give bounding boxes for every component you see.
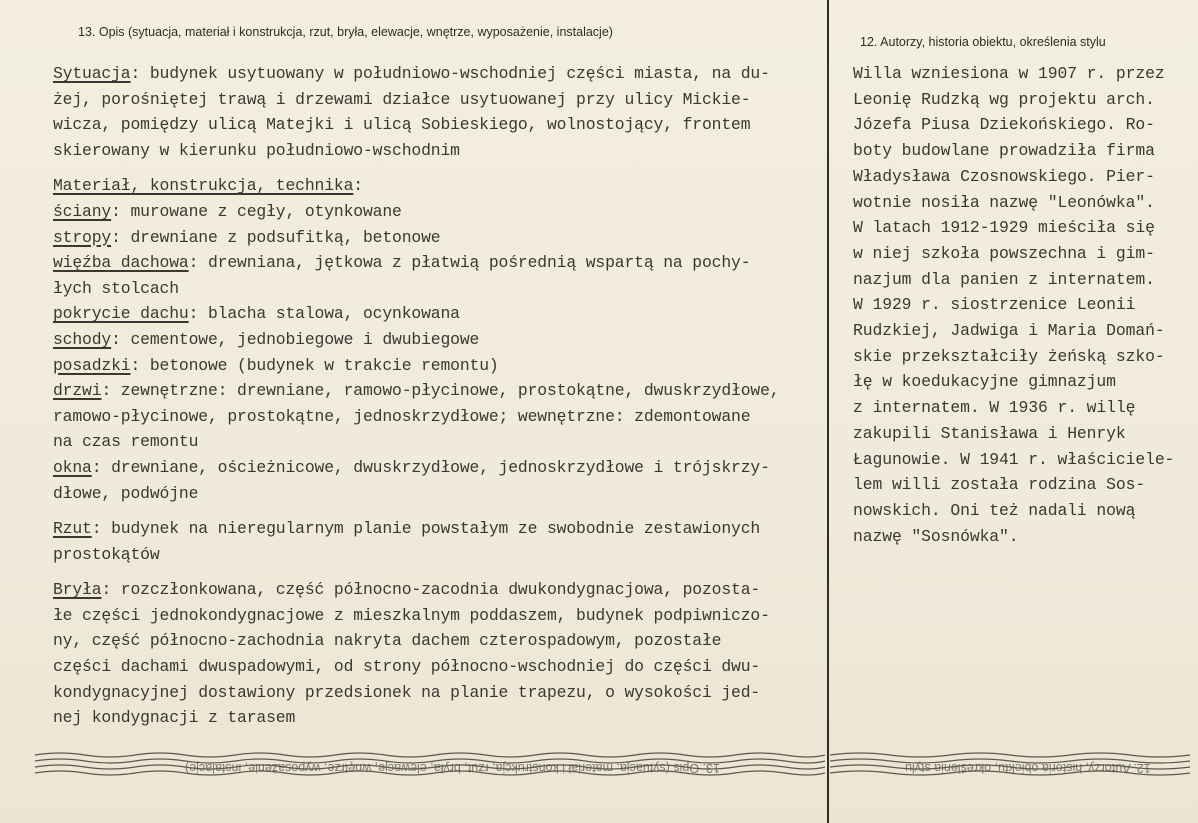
history-line: wotnie nosiła nazwę "Leonówka".	[853, 192, 1155, 212]
history-line: W latach 1912-1929 mieściła się	[853, 218, 1155, 238]
material-label: Materiał, konstrukcja, technika	[53, 176, 354, 196]
history-line: Willa wzniesiona w 1907 r. przez	[853, 64, 1165, 83]
bryla-paragraph: Bryła: rozczłonkowana, część północno-zacodnia dwukondygnacjowa, pozosta- łe części jednokondygnacjowe z mieszkalnym poddaszem, budynek podpiwniczo- ny, część północno-zachodnia nakryta dachem czterospadowym, pozostałe części dachami dwuspadowymi, od strony północno-wschodniej do części dwu- kondygnacyjnej dostawiony przedsionek na planie trapezu, o wysokości jed- nej kondygnacji z tarasem	[53, 580, 770, 728]
history-line: nowskich. Oni też nadali nową	[853, 500, 1136, 520]
history-line: nazjum dla panien z internatem.	[853, 269, 1155, 289]
material-paragraph: Materiał, konstrukcja, technika: ściany: murowane z cegły, otynkowane stropy: drewniane z podsufitką, betonowe więźba dachowa: drewniana, jętkowa z płatwią pośrednią wspartą na pochy- łych stolcach pokrycie dachu: blacha stalowa, ocynkowana schody: cementowe, jednobiegowe i dwubiegowe posadzki: betonowe (budynek w trakcie remontu) drzwi: zewnętrzne: drewniane, ramowo-płycinowe, prostokątne, dwuskrzydłowe, ramowo-płycinowe, prostokątne, jednoskrzydłowe; wewnętrzne: zdemontowane na czas remontu okna: drewniane, ościeżnicowe, dwuskrzydłowe, jednoskrzydłowe i trójskrzy- dłowe, podwójne	[53, 176, 780, 503]
description-section	[53, 61, 828, 731]
history-line: lem willi została rodzina Sos-	[853, 475, 1146, 495]
history-line: Leonię Rudzką wg projektu arch.	[853, 89, 1155, 109]
history-line: W 1929 r. siostrzenice Leonii	[853, 295, 1136, 315]
sytuacja-paragraph: Sytuacja: budynek usytuowany w południowo-wschodniej części miasta, na du- żej, porośniętej trawą i drzewami działce usytuowanej przy ulicy Mickie- wicza, pomiędzy ulicą Matejki i ulicą Sobieskiego, wolnostojący, frontem skierowany w kierunku południowo-wschodnim	[53, 64, 770, 160]
history-line: nazwę "Sosnówka".	[853, 526, 1019, 546]
history-line: Rudzkiej, Jadwiga i Maria Domań-	[853, 321, 1165, 341]
history-line: Józefa Piusa Dziekońskiego. Ro-	[853, 115, 1155, 135]
history-line: z internatem. W 1936 r. willę	[853, 398, 1136, 418]
bryla-label: Bryła	[53, 580, 102, 600]
sytuacja-label: Sytuacja	[53, 64, 131, 83]
history-line: łę w koedukacyjne gimnazjum	[853, 372, 1116, 392]
rzut-label: Rzut	[53, 519, 92, 539]
description-header: 13. Opis (sytuacja, materiał i konstrukcja, rzut, bryła, elewacje, wnętrze, wyposażenie, instalacje)	[78, 25, 613, 39]
history-section	[853, 61, 1188, 549]
history-line: Łagunowie. W 1941 r. właściciele-	[853, 449, 1175, 469]
history-header: 12. Autorzy, historia obiektu, określenia stylu	[860, 35, 1106, 49]
history-line: w niej szkoła powszechna i gim-	[853, 243, 1155, 263]
history-line: boty budowlane prowadziła firma	[853, 141, 1155, 161]
history-line: Władysława Czosnowskiego. Pier-	[853, 166, 1155, 186]
rzut-paragraph: Rzut: budynek na nieregularnym planie powstałym ze swobodnie zestawionych prostokątów	[53, 519, 761, 564]
history-line: skie przekształciły żeńską szko-	[853, 346, 1165, 366]
bleedthrough-left-header: 13. Opis (sytuacja, materiał i konstrukcja, rzut, bryła, elewacje, wnętrze, wyposażenie, instalacje)	[185, 761, 720, 775]
history-line: zakupili Stanisława i Henryk	[853, 423, 1126, 443]
bleedthrough-right-header: 12. Autorzy, historia obiektu, określenia stylu	[905, 761, 1151, 775]
